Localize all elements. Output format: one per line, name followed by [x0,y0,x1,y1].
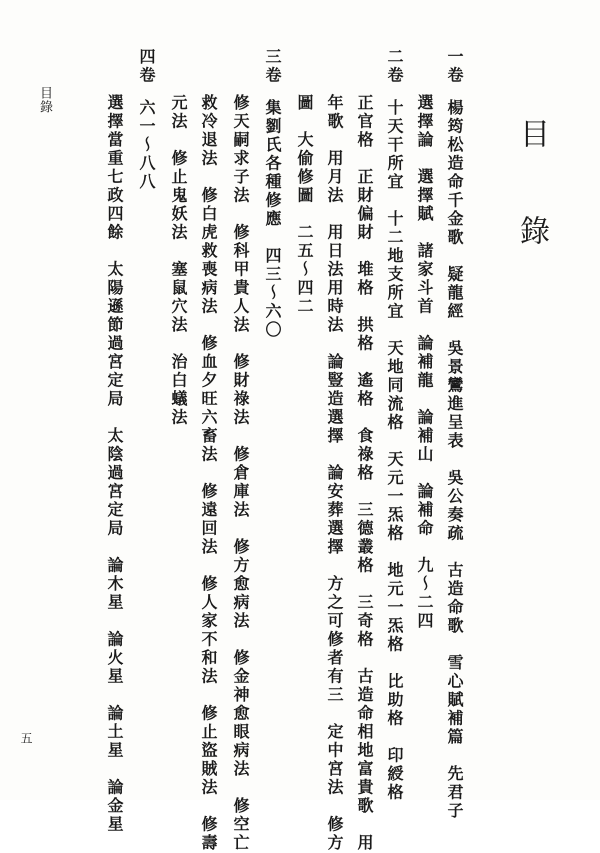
toc-entry-text: 元法 修止鬼妖法 塞鼠穴法 治白蟻法 [169,94,188,427]
toc-column [170,48,186,427]
toc-column [356,48,372,853]
toc-column [200,48,216,853]
toc-column [416,48,432,631]
toc-entry-text: 選擇論 選擇賦 諸家斗首 論補龍 論補山 論補命 九～二四 [415,94,434,631]
toc-column [386,48,402,802]
volume-label: 三卷 [263,48,282,85]
toc-column [138,48,154,192]
volume-label: 二卷 [385,48,404,85]
toc-entry-text: 正官格 正財偏財 堆格 拱格 遙格 食祿格 三德叢格 三奇格 古造命相地富貴歌 用 [355,94,374,853]
page-number: 五 [19,732,33,744]
toc-column [232,48,248,853]
toc-entry-text: 救冷退法 修白虎救喪病法 修血夕旺六畜法 修遠回法 修人家不和法 修止盜賊法 修壽 [199,94,218,853]
toc-column [264,48,280,340]
toc-column [296,48,312,316]
toc-column [326,48,342,853]
volume-label: 四卷 [137,48,156,85]
toc-column [106,48,122,834]
toc-column [446,48,462,821]
toc-entry-text: 六一～八八 [137,99,156,192]
toc-entry-text: 集劉氏各種修應 四三～六〇 [263,99,282,340]
page-title: 目 錄 [514,118,549,261]
toc-entry-text: 十天干所宜 十二地支所宜 天地同流格 天元一炁格 地元一炁格 比助格 印綬格 [385,99,404,802]
toc-entry-text: 修天嗣求子法 修科甲貴人法 修財祿法 修倉庫法 修方愈病法 修金神愈眼病法 修空亡 [231,94,250,853]
toc-entry-text: 圖 大偷修圖 二五～四二 [295,94,314,316]
toc-entry-text: 年歌 用月法 用日法用時法 論豎造選擇 論安葬選擇 方之可修者有三 定中宮法 修方 [325,94,344,853]
running-head: 目錄 [37,86,52,114]
toc-entry-text: 楊筠松造命千金歌 疑龍經 吳景鸞進呈表 吳公奏疏 古造命歌 雪心賦補篇 先君子 [445,99,464,821]
toc-entry-text: 選擇當重七政四餘 太陽遜節過宮定局 太陰過宮定局 論木星 論火星 論土星 論金星 [105,94,124,834]
volume-label: 一卷 [445,48,464,85]
